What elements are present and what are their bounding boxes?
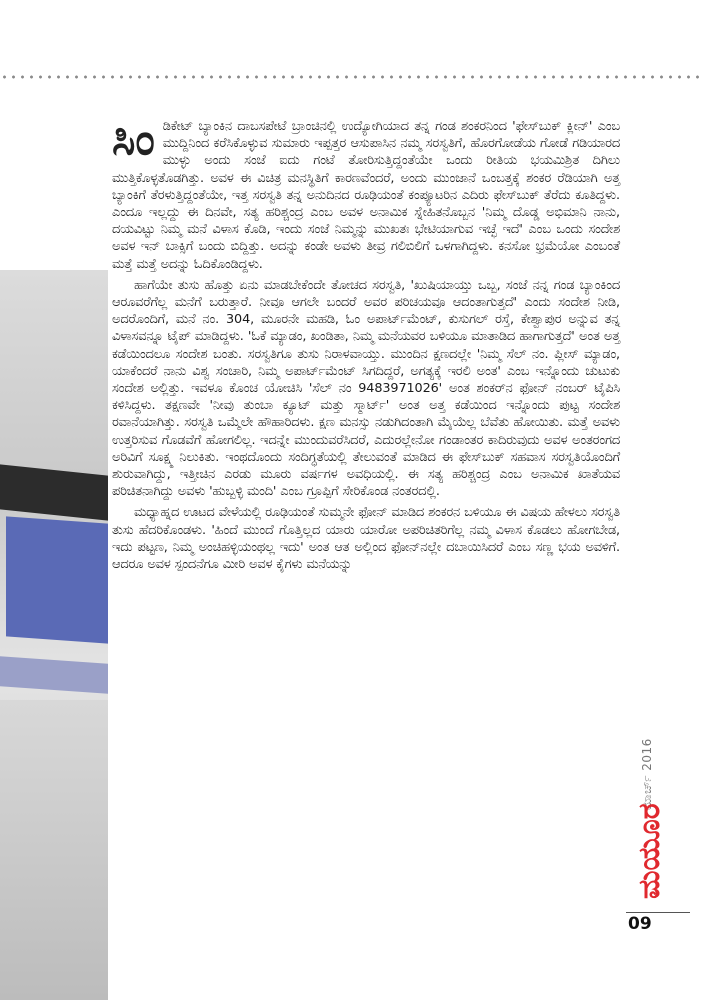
dotted-rule	[0, 74, 703, 80]
photo-blue-strip	[0, 656, 108, 694]
issue-date	[640, 700, 664, 820]
article-paragraph-3: ಮಧ್ಯಾಹ್ನದ ಊಟದ ವೇಳೆಯಲ್ಲಿ ರೂಢಿಯಂತೆ ಸುಮ್ಮನೇ ಫೋನ್ ಮಾಡಿದ ಶಂಕರನ ಬಳಿಯೂ ಈ ವಿಷಯ ಹೇಳಲು ಸರಸ್ವತಿ ತುಸು ಹೆದರಿಕೊಂಡಳು. 'ಹಿಂದೆ ಮುಂದೆ ಗೊತ್ತಿಲ್ಲದ ಯಾರು ಯಾರೋ ಅಪರಿಚಿತರಿಗೆಲ್ಲ ನಮ್ಮ ವಿಳಾಸ ಕೊಡಲು ಹೋಗಬೇಡ, ಇದು ಪಟ್ಟಣ, ನಿಮ್ಮ ಅಂಚಿಹಳ್ಳಿಯಂಥಲ್ಲ ಇದು' ಅಂತ ಆತ ಅಲ್ಲಿಂದ ಫೋನ್‌ನಲ್ಲೇ ದಬಾಯಿಸಿದರೆ ಎಂಬ ಸಣ್ಣ ಭಯ ಅವಳಿಗೆ. ಆದರೂ ಅವಳ ಸ್ಪಂದನೆಗೂ ಮೀರಿ ಅವಳ ಕೈಗಳು ಮನೆಯನ್ನು	[112, 505, 620, 573]
photo-dark-band	[0, 464, 108, 520]
magazine-logo	[632, 803, 672, 903]
article-paragraph-1	[112, 114, 620, 273]
issue-date-text: ಮಾರ್ಚ್ 2016	[640, 738, 654, 810]
paragraph-text: ಡಿಕೇಟ್ ಬ್ಯಾಂಕಿನ ದಾಬಸಪೇಟೆ ಬ್ರಾಂಚಿನಲ್ಲಿ ಉದ್ಯೋಗಿಯಾದ ತನ್ನ ಗಂಡ ಶಂಕರನಿಂದ 'ಫೇಸ್‌ಬುಕ್ ಕ್ಲೀನ್' ಎಂಬ ಮುದ್ದಿನಿಂದ ಕರೆಸಿಕೊಳ್ಳುವ ಸುಮಾರು ಇಪ್ಪತ್ತರ ಆಸುಪಾಸಿನ ನಮ್ಮ ಸರಸ್ವತಿಗೆ, ಹೊರಗೋಡೆಯ ಗೋಡೆ ಗಡಿಯಾರದ ಮುಳ್ಳು ಅಂದು ಸಂಜೆ ಐದು ಗಂಟೆ ತೋರಿಸುತ್ತಿದ್ದಂತೆಯೇ ಒಂದು ರೀತಿಯ ಭಯಮಿಶ್ರಿತ ದಿಗಿಲು ಮುತ್ತಿಕೊಳ್ಳತೊಡಗಿತ್ತು. ಅವಳ ಈ ವಿಚಿತ್ರ ಮನಸ್ಥಿತಿಗೆ ಕಾರಣವೆಂದರೆ, ಅಂದು ಮುಂಜಾನೆ ಒಂಬತ್ತಕ್ಕೆ ಶಂಕರ ರೆಡಿಯಾಗಿ ಅತ್ತ ಬ್ಯಾಂಕಿಗೆ ತೆರಳುತ್ತಿದ್ದಂತೆಯೇ, ಇತ್ತ ಸರಸ್ವತಿ ತನ್ನ ಅನುದಿನದ ರೂಢಿಯಂತೆ ಕಂಪ್ಯೂಟರಿನ ಎದಿರು ಫೇಸ್‌ಬುಕ್ ತೆರೆದು ಕೂತಿದ್ದಳು. ಎಂದೂ ಇಲ್ಲದ್ದು ಈ ದಿನವೇ, ಸತ್ಯ ಹರಿಶ್ಚಂದ್ರ ಎಂಬ ಅವಳ ಅನಾಮಿಕ ಸ್ನೇಹಿತನೊಬ್ಬನ 'ನಿಮ್ಮ ದೊಡ್ಡ ಅಭಿಮಾನಿ ನಾನು, ದಯವಿಟ್ಟು ನಿಮ್ಮ ಮನೆ ವಿಳಾಸ ಕೊಡಿ, ಇಂದು ಸಂಜೆ ನಿಮ್ಮನ್ನು ಮುಖತಃ ಭೇಟಿಯಾಗುವ ಇಚ್ಛೆ ಇದೆ' ಎಂಬ ಒಂದು ಸಂದೇಶ ಅವಳ ಇನ್ ಬಾಕ್ಸಿಗೆ ಬಂದು ಬಿದ್ದಿತ್ತು. ಅದನ್ನು ಕಂಡೇ ಅವಳು ತೀವ್ರ ಗಲಿಬಿಲಿಗೆ ಒಳಗಾಗಿದ್ದಳು. ಕನಸೋ ಭ್ರಮೆಯೋ ಎಂಬಂತೆ ಮತ್ತೆ ಮತ್ತೆ ಅದನ್ನು ಓದಿಕೊಂಡಿದ್ದಳು.	[112, 119, 620, 272]
photo-lower-area	[0, 700, 108, 1000]
drop-cap: ಸಿಂ	[112, 114, 155, 165]
article-body	[112, 114, 620, 577]
edge-photo	[0, 270, 108, 1000]
page-number-rule	[626, 912, 690, 913]
article-paragraph-2: ಹಾಗೆಯೇ ತುಸು ಹೊತ್ತು ಏನು ಮಾಡಬೇಕೆಂದೇ ತೋಚದ ಸರಸ್ವತಿ, 'ಖುಷಿಯಾಯ್ತು ಒಬ್ಬ, ಸಂಜೆ ನನ್ನ ಗಂಡ ಬ್ಯಾಂಕಿಂದ ಆರೂವರೆಗೆಲ್ಲ ಮನೆಗೆ ಬರುತ್ತಾರೆ. ನೀವೂ ಆಗಲೇ ಬಂದರೆ ಅವರ ಪರಿಚಯವೂ ಆದಂತಾಗುತ್ತದೆ' ಎಂದು ಸಂದೇಶ ನೀಡಿ, ಅದರೊಂದಿಗೆ, ಮನೆ ನಂ. 304, ಮೂರನೇ ಮಹಡಿ, ಓಂ ಅಪಾರ್ಟ್‌ಮೆಂಟ್, ಕುಸುಗಲ್ ರಸ್ತೆ, ಕೇಶ್ವಾಪುರ ಅನ್ನುವ ತನ್ನ ವಿಳಾಸವನ್ನೂ ಟೈಪ್ ಮಾಡಿದ್ದಳು. 'ಓಕೆ ಮ್ಯಾಡಂ, ಖಂಡಿತಾ, ನಿಮ್ಮ ಮನೆಯವರ ಬಳಿಯೂ ಮಾತಾಡಿದ ಹಾಗಾಗುತ್ತದೆ' ಅಂತ ಅತ್ತ ಕಡೆಯಿಂದಲೂ ಸಂದೇಶ ಬಂತು. ಸರಸ್ವತಿಗೂ ತುಸು ನಿರಾಳವಾಯ್ತು. ಮುಂದಿನ ಕ್ಷಣದಲ್ಲೇ 'ನಿಮ್ಮ ಸೆಲ್ ನಂ. ಪ್ಲೀಸ್ ಮ್ಯಾಡಂ, ಯಾಕೆಂದರೆ ನಾನು ವಿಶ್ವ ಸಂಚಾರಿ, ನಿಮ್ಮ ಅಪಾರ್ಟ್‌ಮೆಂಟ್ ಸಿಗದಿದ್ದರೆ, ಅಗತ್ಯಕ್ಕೆ ಇರಲಿ ಅಂತ' ಎಂಬ ಇನ್ನೊಂದು ಚುಟುಕು ಸಂದೇಶ ಅಲ್ಲಿತ್ತು. ಇವಳೂ ಕೊಂಚ ಯೋಚಿಸಿ 'ಸೆಲ್ ನಂ 9483971026' ಅಂತ ಶಂಕರ್‌ನ ಫೋನ್ ನಂಬರ್ ಟೈಪಿಸಿ ಕಳಿಸಿದ್ದಳು. ತಕ್ಷಣವೇ 'ನೀವು ತುಂಬಾ ಕ್ಯೂಟ್ ಮತ್ತು ಸ್ಮಾರ್ಟ್' ಅಂತ ಅತ್ತ ಕಡೆಯಿಂದ ಇನ್ನೊಂದು ಪುಟ್ಟ ಸಂದೇಶ ರವಾನೆಯಾಗಿತ್ತು. ಸರಸ್ವತಿ ಒಮ್ಮೆಲೇ ಹೌಹಾರಿದಳು. ಕ್ಷಣ ಮನಸ್ಸು ನಡುಗಿದಂತಾಗಿ ಮೈಯೆಲ್ಲ ಬೆವೆತು ಹೋಯಿತು. ಮತ್ತೆ ಅವಳು ಉತ್ತರಿಸುವ ಗೊಡವೆಗೆ ಹೋಗಲಿಲ್ಲ. ಇದನ್ನೇ ಮುಂದುವರೆಸಿದರೆ, ಎದುರಲ್ಲೇನೋ ಗಂಡಾಂತರ ಕಾದಿರುವುದು ಅವಳ ಅಂತರಂಗದ ಅರಿವಿಗೆ ಸೂಕ್ಷ್ಮ ನಿಲುಕಿತು. ಇಂಥದೊಂದು ಸಂದಿಗ್ಧತೆಯಲ್ಲಿ ತೇಲುವಂತೆ ಮಾಡಿದ ಈ ಫೇಸ್‌ಬುಕ್ ಸಹವಾಸ ಸರಸ್ವತಿಯೊಂದಿಗೆ ಶುರುವಾಗಿದ್ದು, ಇತ್ತೀಚಿನ ಎರಡು ಮೂರು ವರ್ಷಗಳ ಅವಧಿಯಲ್ಲಿ. ಈ ಸತ್ಯ ಹರಿಶ್ಚಂದ್ರ ಎಂಬ ಅನಾಮಿಕ ಖಾತೆಯವ ಪರಿಚಿತನಾಗಿದ್ದು ಅವಳು 'ಹುಬ್ಬಳ್ಳಿ ಮಂದಿ' ಎಂಬ ಗ್ರೂಪ್ಪಿಗೆ ಸೇರಿಕೊಂಡ ನಂತರದಲ್ಲಿ.	[112, 277, 620, 500]
page-number: 09	[628, 914, 652, 934]
photo-blue-panel	[6, 516, 108, 643]
magazine-logo-text: ಮಯೂರ	[632, 803, 667, 899]
